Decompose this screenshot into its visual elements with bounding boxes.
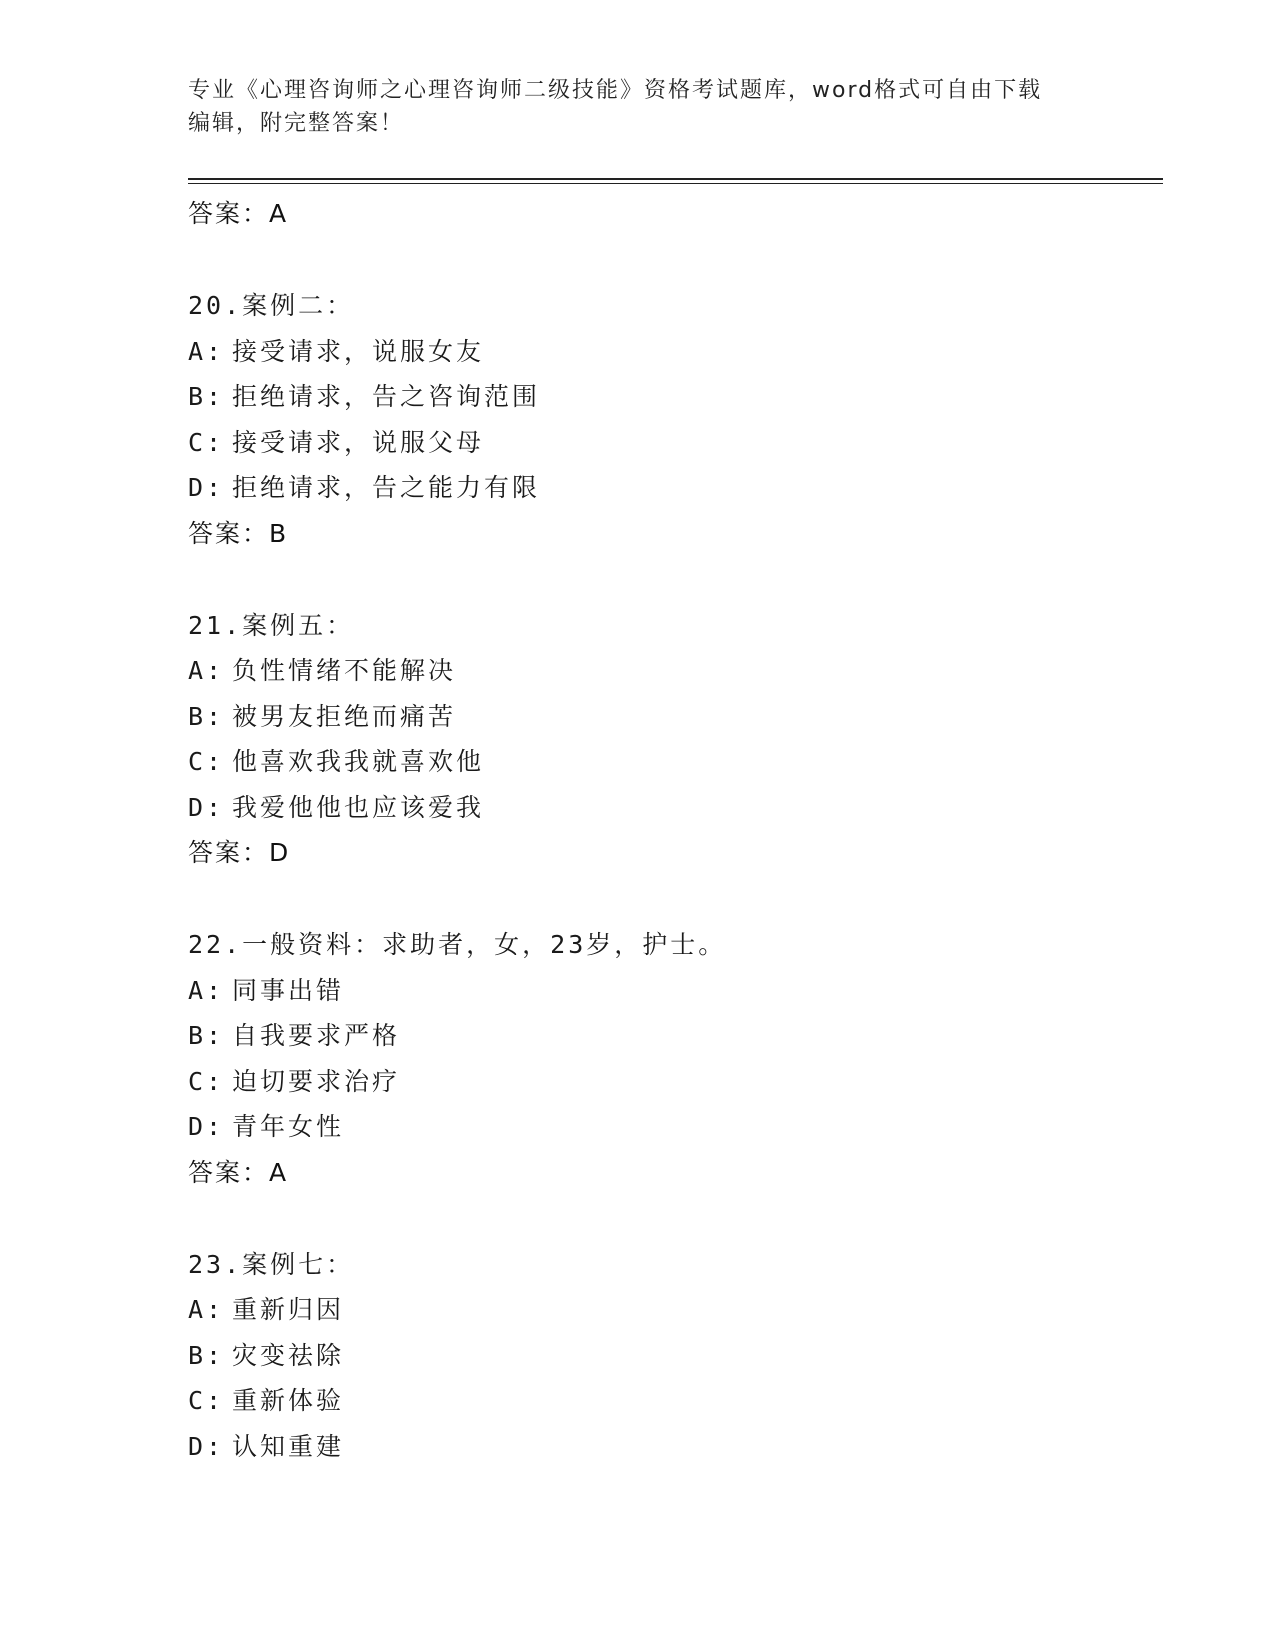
option-key: A: [188, 656, 225, 685]
option-text: 自我要求严格 [232, 1021, 401, 1050]
option-b [188, 1333, 1163, 1379]
option-text: 重新体验 [232, 1386, 345, 1415]
question-stem: 21.案例五： [188, 610, 355, 640]
question-stem: 23.案例七： [188, 1249, 355, 1279]
option-text: 青年女性 [232, 1112, 345, 1141]
option-d [188, 1104, 1163, 1150]
option-text: 灾变祛除 [232, 1340, 345, 1370]
answer-value: B [269, 518, 288, 548]
option-text: 他喜欢我我就喜欢他 [232, 747, 485, 776]
option-text: 接受请求，说服父母 [232, 427, 485, 457]
option-d [188, 785, 1163, 831]
option-key: D: [188, 1431, 225, 1461]
option-text: 拒绝请求，告之能力有限 [232, 473, 541, 502]
option-key: D: [188, 473, 225, 502]
option-text: 认知重建 [232, 1431, 345, 1461]
header-line-2: 编辑，附完整答案！ [188, 111, 405, 136]
option-key: C: [188, 1066, 225, 1096]
option-key: C: [188, 1386, 225, 1415]
answer-label: 答案： [188, 518, 270, 548]
question-block [188, 603, 1163, 876]
option-text: 迫切要求治疗 [232, 1066, 401, 1096]
option-text: 被男友拒绝而痛苦 [232, 701, 457, 731]
option-b [188, 374, 1163, 420]
answer-label: 答案： [188, 199, 270, 228]
option-key: D: [188, 792, 225, 822]
option-key: A: [188, 975, 225, 1005]
option-text: 我爱他他也应该爱我 [232, 792, 485, 822]
option-c [188, 1059, 1163, 1105]
question-stem: 22.一般资料：求助者，女，23岁，护士。 [188, 930, 727, 959]
option-text: 负性情绪不能解决 [232, 656, 457, 685]
answer-line [188, 1150, 1163, 1195]
option-key: C: [188, 427, 225, 457]
header-line-1: 专业《心理咨询师之心理咨询师二级技能》资格考试题库，word格式可自由下载 [188, 78, 1043, 103]
option-b [188, 1013, 1163, 1059]
option-c [188, 420, 1163, 466]
answer-line [188, 191, 1163, 236]
question-block [188, 1242, 1163, 1470]
question-stem: 20.案例二： [188, 291, 355, 320]
option-text: 重新归因 [232, 1295, 345, 1324]
option-text: 拒绝请求，告之咨询范围 [232, 382, 541, 411]
option-c [188, 1378, 1163, 1424]
option-key: B: [188, 1021, 225, 1050]
answer-line [188, 830, 1163, 875]
option-key: C: [188, 747, 225, 776]
answer-value: D [269, 838, 290, 867]
option-key: B: [188, 1340, 225, 1370]
option-a [188, 1287, 1163, 1333]
option-a [188, 968, 1163, 1014]
header-divider-thin [188, 183, 1163, 184]
option-key: D: [188, 1112, 225, 1141]
answer-value: A [269, 1157, 288, 1187]
option-text: 同事出错 [232, 975, 345, 1005]
document-header [188, 74, 1088, 140]
question-block [188, 283, 1163, 556]
option-key: A: [188, 336, 225, 366]
answer-value: A [269, 199, 288, 228]
option-d [188, 1424, 1163, 1470]
question-block [188, 922, 1163, 1195]
answer-label: 答案： [188, 838, 270, 867]
option-key: B: [188, 701, 225, 731]
option-key: A: [188, 1295, 225, 1324]
option-a [188, 648, 1163, 694]
answer-line [188, 511, 1163, 556]
header-divider-thick [188, 178, 1163, 180]
answer-label: 答案： [188, 1157, 270, 1187]
option-c [188, 739, 1163, 785]
option-text: 接受请求，说服女友 [232, 336, 485, 366]
option-key: B: [188, 382, 225, 411]
option-b [188, 694, 1163, 740]
option-d [188, 465, 1163, 511]
option-a [188, 329, 1163, 375]
question-list [188, 191, 1163, 1469]
